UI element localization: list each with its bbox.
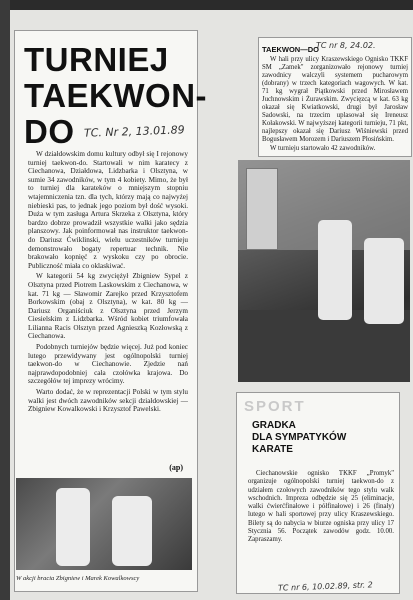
right-bottom-handwritten-note: TC nr 6, 10.02.89, str. 2 <box>277 580 373 593</box>
left-article-photo <box>16 478 192 570</box>
headline-line: DLA SYMPATYKÓW <box>252 432 347 443</box>
photo-figure <box>56 488 90 566</box>
headline-line: TURNIEJ <box>24 41 169 78</box>
left-article-body <box>28 150 188 416</box>
article-paragraph: Ciechanowskie ognisko TKKF „Promyk" organizuje ogólnopolski turniej taekwon-do z udziałem czołowych zawodników tego stylu walk wschodnich. Impreza odbędzie się 25 (eliminacje, walki ćwierćfinałowe i półfinałowe) i 26 (finały) lutego w hali sportowej przy ulicy Kraszewskiego. Bilety są do nabycia w biurze ogniska przy ulicy 17 Stycznia 56. Początek zawodów godz. 10.00. Zapraszamy. <box>248 470 394 544</box>
article-paragraph: Podobnych turniejów będzie więcej. Już pod koniec lutego przewidywany jest ogólnopolski turniej taekwon-do w Ciechanowie. Zjedzie nań najprawdopodobniej cała czołówka krajowa. Do szczegółów tej imprezy wrócimy. <box>28 343 188 386</box>
right-bottom-headline <box>252 420 392 456</box>
left-photo-caption: W akcji bracia Zbigniew i Marek Kowalkowscy <box>16 575 140 582</box>
scan-dark-edge-top <box>0 0 413 10</box>
article-paragraph: Warto dodać, że w reprezentacji Polski w tym stylu walki jest dwóch zawodników sekcji działdowskiej — Zbigniew Kowalkowski i Krzysztof Pawelski. <box>28 388 188 414</box>
photo-figure <box>318 220 352 320</box>
article-paragraph: W działdowskim domu kultury odbył się I rejonowy turniej taekwon-do. Startowali w nim karatecy z Ciechanowa, Działdowa, Lidzbarka i Olsztyna, w sumie 34 zawodników, w tym 4 kobiety. Mimo, że był to turniej dla karateków o mniejszym stopniu wtajemniczenia tzn. dla tych, którzy mają co najwyżej niebieski pas, to jednak jego poziom był dość wysoki. Duża w tym zasługa Artura Skrzeka z Olsztyna, który bardzo dobrze prowadził wszystkie walki jako sędzia planszowy. Jak poinformował nas instruktor taekwon-do Dariusz Ćwiklinski, wielu uczestników turnieju demonstrowało bogaty repertuar technik. Nie brakowało kopnięć z wyskoku czy po obrocie. Publiczność miała co oklaskiwać. <box>28 150 188 270</box>
photo-figure <box>112 496 152 566</box>
photo-window <box>246 168 278 250</box>
headline-line: DO <box>24 113 75 150</box>
right-training-photo <box>238 160 410 382</box>
sport-section-label: SPORT <box>244 398 306 415</box>
left-handwritten-note: TC. Nr 2, 13.01.89 <box>83 123 185 140</box>
right-top-handwritten-note: TC nr 8, 24.02. <box>316 41 376 50</box>
article-paragraph: W kategorii 54 kg zwyciężył Zbigniew Sypel z Olsztyna przed Piotrem Laskowskim z Ciechanowa, w kat. 71 kg — Sławomir Zarejko przed Krzysztofem Borkowskim (obaj z Olsztyna), w kat. 80 kg — Dariusz Organiściuk z Olsztyna przed Jerzym Ciesielskim z Lidzbarka. Wśród kobiet triumfowała Lilianna Racis Olsztyn przed Agnieszką Kozłowską z Ciechanowa. <box>28 272 188 341</box>
article-paragraph: W turnieju startowało 42 zawodników. <box>270 145 376 152</box>
right-top-article-heading: TAEKWON—DO <box>262 45 319 54</box>
headline-line: GRADKA <box>252 420 296 431</box>
article-paragraph: W hali przy ulicy Kraszewskiego Ognisko TKKF SM „Zamek" zorganizowało rejonowy turniej zawodnicy walczyli systemem pucharowym (dobrany) w trzech kategoriach wagowych. W kat. 71 kg wygrał Piątkowski przed Mirosławem Juchnowskim i Żurawskim. Zwycięzcą w kat. 63 kg okazał się Kwiatkowski, drugi był Jarosław Sadowski, na trzecim uplasował się Ireneusz Kołakowski. W najwyższej kategorii turnieju, 71 pkt, najlepszy okazał się Dariusz Wiśniewski przed Bogusławem Morozem i Dariuszem Płosińskim. <box>262 56 408 143</box>
headline-line: KARATE <box>252 444 293 455</box>
right-top-article-body <box>262 56 408 154</box>
scan-dark-edge-left <box>0 0 10 600</box>
left-article-byline: (ap) <box>169 463 183 472</box>
photo-figure <box>364 238 404 324</box>
right-bottom-article-body <box>248 470 394 545</box>
headline-line: TAEKWON- <box>24 77 208 114</box>
